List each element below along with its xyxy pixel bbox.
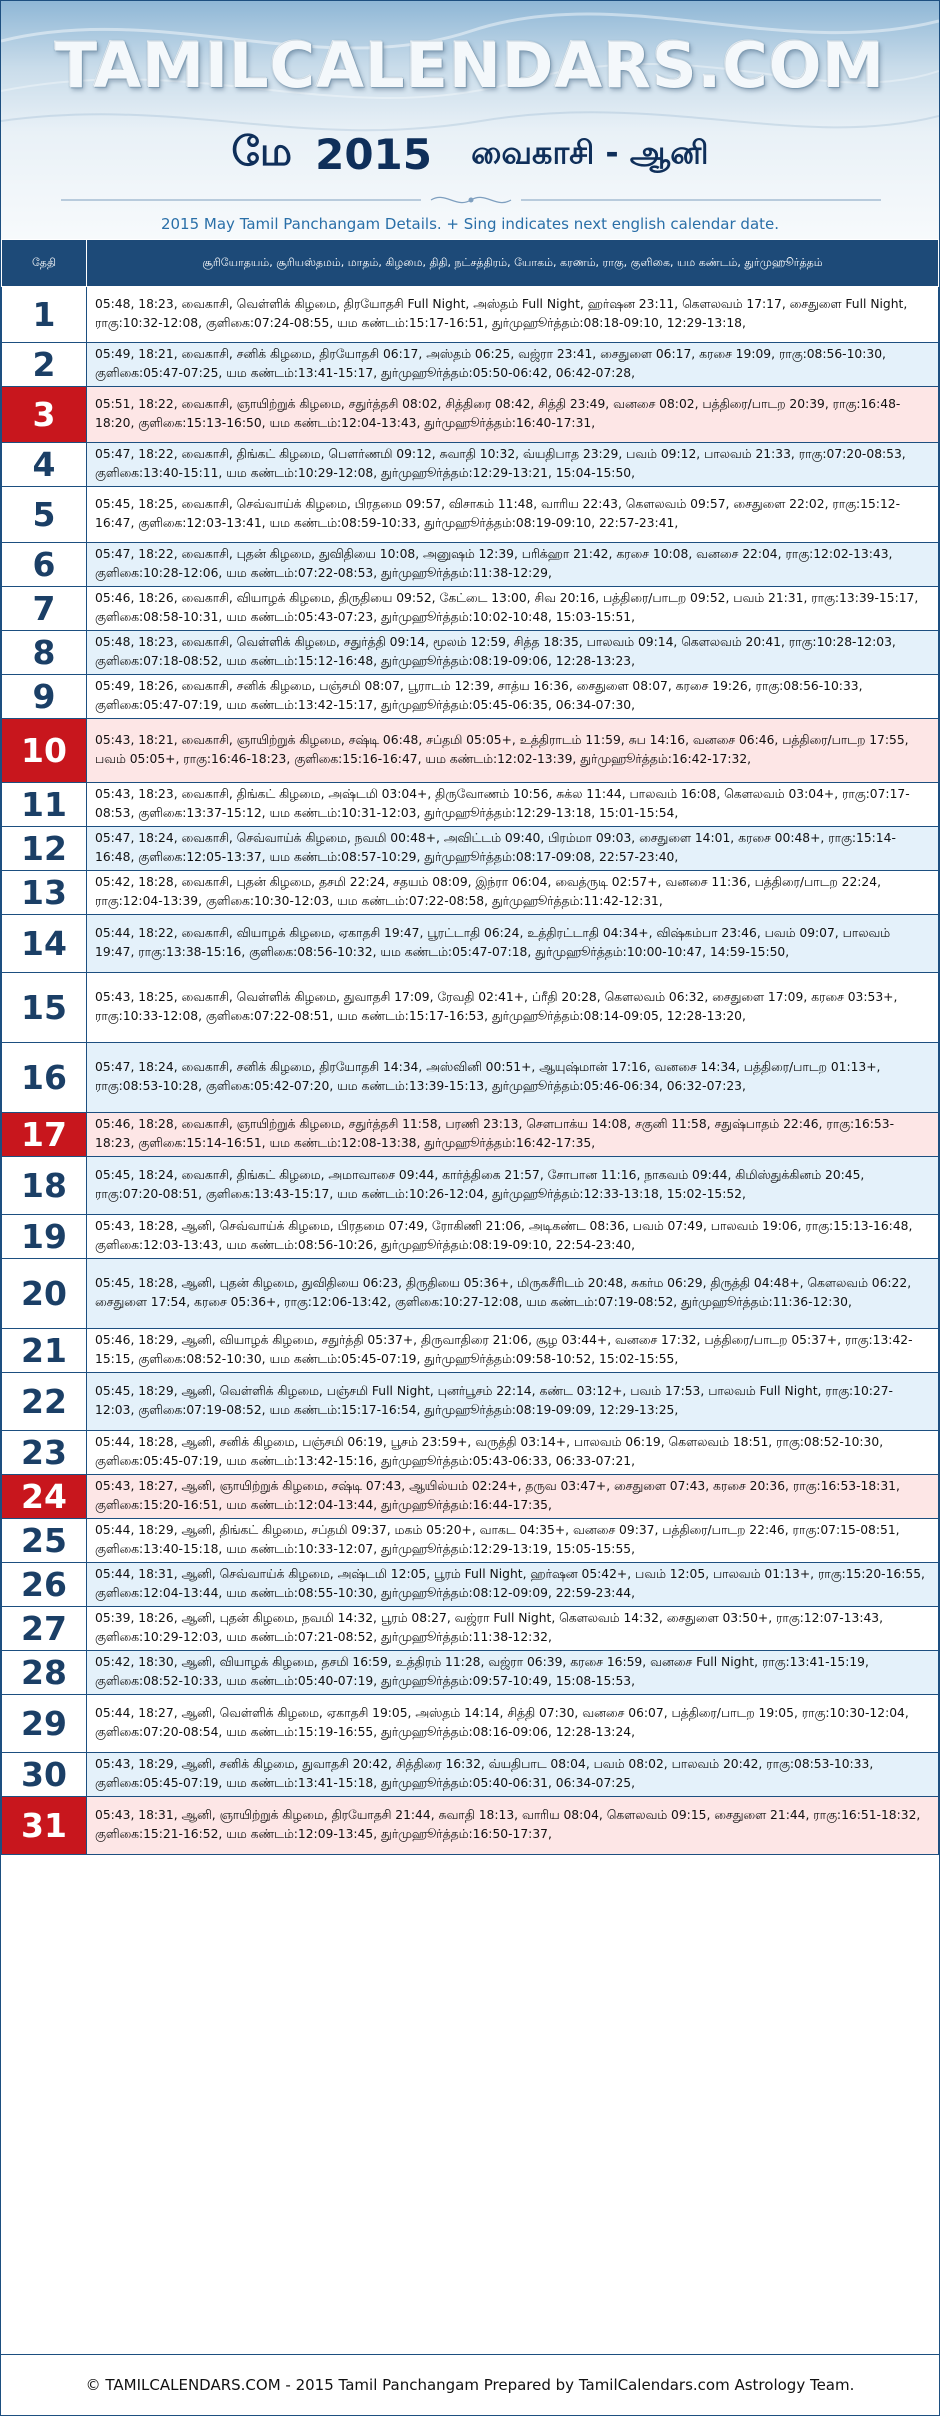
table-row [2, 675, 939, 719]
month-title [1, 129, 939, 180]
date-cell: 16 [2, 1043, 87, 1113]
panchangam-details-cell: 05:46, 18:28, வைகாசி, ஞாயிற்றுக் கிழமை, சதுர்த்தசி 11:58, பரணி 23:13, சௌபாக்ய 14:08, சகுனி 11:58, சதுஷ்பாதம் 22:46, ராகு:16:53-18:23, குளிகை:15:14-16:51, யம கண்டம்:12:08-13:38, துர்முஹூர்த்தம்:16:42-17:35, [87, 1113, 939, 1157]
table-row [2, 1259, 939, 1329]
table-row [2, 1475, 939, 1519]
table-row [2, 915, 939, 973]
panchangam-details-cell: 05:44, 18:31, ஆனி, செவ்வாய்க் கிழமை, அஷ்டமி 12:05, பூரம் Full Night, ஹர்ஷன 05:42+, பவம் 12:05, பாலவம் 01:13+, ராகு:15:20-16:55, குளிகை:12:04-13:44, யம கண்டம்:08:55-10:30, துர்முஹூர்த்தம்:08:12-09:09, 22:59-23:44, [87, 1563, 939, 1607]
table-row [2, 1519, 939, 1563]
panchangam-details-cell: 05:51, 18:22, வைகாசி, ஞாயிற்றுக் கிழமை, சதுர்த்தசி 08:02, சித்திரை 08:42, சித்தி 23:49, வனசை 08:02, பத்திரை/பாடற 20:39, ராகு:16:48-18:20, குளிகை:15:13-16:50, யம கண்டம்:12:04-13:43, துர்முஹூர்த்தம்:16:40-17:31, [87, 387, 939, 443]
column-header-date: தேதி [2, 240, 87, 287]
year: 2015 [315, 130, 433, 179]
date-cell: 31 [2, 1797, 87, 1855]
date-cell: 22 [2, 1373, 87, 1431]
site-name: TAMILCALENDARS.COM [54, 29, 886, 102]
table-row [2, 287, 939, 343]
table-row [2, 1607, 939, 1651]
month-tamil: மே [231, 129, 293, 175]
date-cell: 29 [2, 1695, 87, 1753]
panchangam-details-cell: 05:48, 18:23, வைகாசி, வெள்ளிக் கிழமை, சதுர்த்தி 09:14, மூலம் 12:59, சித்த 18:35, பாலவம் 09:14, கௌலவம் 20:41, ராகு:10:28-12:03, குளிகை:07:18-08:52, யம கண்டம்:15:12-16:48, துர்முஹூர்த்தம்:08:19-09:06, 12:28-13:23, [87, 631, 939, 675]
date-cell: 8 [2, 631, 87, 675]
footer: © TAMILCALENDARS.COM - 2015 Tamil Panchangam Prepared by TamilCalendars.com Astrology Team. [1, 2354, 939, 2415]
date-cell: 24 [2, 1475, 87, 1519]
table-row [2, 343, 939, 387]
panchangam-details-cell: 05:44, 18:27, ஆனி, வெள்ளிக் கிழமை, ஏகாதசி 19:05, அஸ்தம் 14:14, சித்தி 07:30, வனசை 06:07, பத்திரை/பாடற 19:05, ராகு:10:30-12:04, குளிகை:07:20-08:54, யம கண்டம்:15:19-16:55, துர்முஹூர்த்தம்:08:16-09:06, 12:28-13:24, [87, 1695, 939, 1753]
table-row [2, 1113, 939, 1157]
date-cell: 1 [2, 287, 87, 343]
table-row [2, 1329, 939, 1373]
date-cell: 2 [2, 343, 87, 387]
date-cell: 7 [2, 587, 87, 631]
panchangam-details-cell: 05:43, 18:23, வைகாசி, திங்கட் கிழமை, அஷ்டமி 03:04+, திருவோணம் 10:56, சுக்ல 11:44, பாலவம் 16:08, கௌலவம் 03:04+, ராகு:07:17-08:53, குளிகை:13:37-15:12, யம கண்டம்:10:31-12:03, துர்முஹூர்த்தம்:12:29-13:18, 15:01-15:54, [87, 783, 939, 827]
panchangam-details-cell: 05:44, 18:22, வைகாசி, வியாழக் கிழமை, ஏகாதசி 19:47, பூரட்டாதி 06:24, உத்திரட்டாதி 04:34+, விஷ்கம்பா 23:46, பவம் 09:07, பாலவம் 19:47, ராகு:13:38-15:16, குளிகை:08:56-10:32, யம கண்டம்:05:47-07:18, துர்முஹூர்த்தம்:10:00-10:47, 14:59-15:50, [87, 915, 939, 973]
table-row [2, 1157, 939, 1215]
subtitle: 2015 May Tamil Panchangam Details. + Sing indicates next english calendar date. [160, 215, 780, 233]
date-cell: 3 [2, 387, 87, 443]
panchangam-details-cell: 05:45, 18:28, ஆனி, புதன் கிழமை, துவிதியை 06:23, திருதியை 05:36+, மிருகசீரிடம் 20:48, சுகர்ம 06:29, திருத்தி 04:48+, கௌலவம் 06:22, சைதுளை 17:54, கரசை 05:36+, ராகு:12:06-13:42, குளிகை:10:27-12:08, யம கண்டம்:07:19-08:52, துர்முஹூர்த்தம்:11:36-12:30, [87, 1259, 939, 1329]
date-cell: 30 [2, 1753, 87, 1797]
date-cell: 12 [2, 827, 87, 871]
table-row [2, 1431, 939, 1475]
table-row [2, 871, 939, 915]
table-body [2, 287, 939, 1855]
date-cell: 23 [2, 1431, 87, 1475]
table-row [2, 1695, 939, 1753]
table-row [2, 587, 939, 631]
date-cell: 19 [2, 1215, 87, 1259]
table-row [2, 1563, 939, 1607]
table-row [2, 1043, 939, 1113]
table-row [2, 543, 939, 587]
table-row [2, 631, 939, 675]
panchangam-details-cell: 05:47, 18:22, வைகாசி, புதன் கிழமை, துவிதியை 10:08, அனுஷம் 12:39, பரிக்ஹா 21:42, கரசை 10:08, வனசை 22:04, ராகு:12:02-13:43, குளிகை:10:28-12:06, யம கண்டம்:07:22-08:53, துர்முஹூர்த்தம்:11:38-12:29, [87, 543, 939, 587]
date-cell: 21 [2, 1329, 87, 1373]
panchangam-details-cell: 05:43, 18:29, ஆனி, சனிக் கிழமை, துவாதசி 20:42, சித்திரை 16:32, வ்யதிபாட 08:04, பவம் 08:02, பாலவம் 20:42, ராகு:08:53-10:33, குளிகை:05:45-07:19, யம கண்டம்:13:41-15:18, துர்முஹூர்த்தம்:05:40-06:31, 06:34-07:25, [87, 1753, 939, 1797]
date-cell: 27 [2, 1607, 87, 1651]
date-cell: 25 [2, 1519, 87, 1563]
table-row [2, 719, 939, 783]
column-header-details: சூரியோதயம், சூரியஸ்தமம், மாதம், கிழமை, திதி, நட்சத்திரம், யோகம், கரணம், ராகு, குளிகை, யம கண்டம், துர்முஹூர்த்தம் [87, 240, 939, 287]
panchangam-details-cell: 05:42, 18:30, ஆனி, வியாழக் கிழமை, தசமி 16:59, உத்திரம் 11:28, வஜ்ரா 06:39, கரசை 16:59, வனசை Full Night, ராகு:13:41-15:19, குளிகை:08:52-10:33, யம கண்டம்:05:40-07:19, துர்முஹூர்த்தம்:09:57-10:49, 15:08-15:53, [87, 1651, 939, 1695]
panchangam-details-cell: 05:43, 18:21, வைகாசி, ஞாயிற்றுக் கிழமை, சஷ்டி 06:48, சப்தமி 05:05+, உத்திராடம் 11:59, சுப 14:16, வனசை 06:46, பத்திரை/பாடற 17:55, பவம் 05:05+, ராகு:16:46-18:23, குளிகை:15:16-16:47, யம கண்டம்:12:02-13:39, துர்முஹூர்த்தம்:16:42-17:32, [87, 719, 939, 783]
table-row [2, 1651, 939, 1695]
date-cell: 14 [2, 915, 87, 973]
date-cell: 9 [2, 675, 87, 719]
table-header-row [2, 240, 939, 287]
date-cell: 17 [2, 1113, 87, 1157]
date-cell: 5 [2, 487, 87, 543]
panchangam-table [1, 239, 939, 1855]
table-row [2, 827, 939, 871]
panchangam-details-cell: 05:45, 18:25, வைகாசி, செவ்வாய்க் கிழமை, பிரதமை 09:57, விசாகம் 11:48, வாரிய 22:43, கௌலவம் 09:57, சைதுளை 22:02, ராகு:15:12-16:47, குளிகை:12:03-13:41, யம கண்டம்:08:59-10:33, துர்முஹூர்த்தம்:08:19-09:10, 22:57-23:41, [87, 487, 939, 543]
date-cell: 10 [2, 719, 87, 783]
table-row [2, 1753, 939, 1797]
table-row [2, 487, 939, 543]
date-cell: 13 [2, 871, 87, 915]
date-cell: 26 [2, 1563, 87, 1607]
panchangam-details-cell: 05:48, 18:23, வைகாசி, வெள்ளிக் கிழமை, திரயோதசி Full Night, அஸ்தம் Full Night, ஹர்ஷன 23:11, கௌலவம் 17:17, சைதுளை Full Night, ராகு:10:32-12:08, குளிகை:07:24-08:55, யம கண்டம்:15:17-16:51, துர்முஹூர்த்தம்:08:18-09:10, 12:29-13:18, [87, 287, 939, 343]
table-row [2, 1215, 939, 1259]
date-cell: 6 [2, 543, 87, 587]
panchangam-details-cell: 05:43, 18:28, ஆனி, செவ்வாய்க் கிழமை, பிரதமை 07:49, ரோகிணி 21:06, அடிகண்ட 08:36, பவம் 07:49, பாலவம் 19:06, ராகு:15:13-16:48, குளிகை:12:03-13:43, யம கண்டம்:08:56-10:26, துர்முஹூர்த்தம்:08:19-09:10, 22:54-23:40, [87, 1215, 939, 1259]
panchangam-details-cell: 05:44, 18:28, ஆனி, சனிக் கிழமை, பஞ்சமி 06:19, பூசம் 23:59+, வருத்தி 03:14+, பாலவம் 06:19, கௌலவம் 18:51, ராகு:08:52-10:30, குளிகை:05:45-07:19, யம கண்டம்:13:42-15:16, துர்முஹூர்த்தம்:05:43-06:33, 06:33-07:21, [87, 1431, 939, 1475]
date-cell: 4 [2, 443, 87, 487]
panchangam-details-cell: 05:47, 18:24, வைகாசி, செவ்வாய்க் கிழமை, நவமி 00:48+, அவிட்டம் 09:40, பிரம்மா 09:03, சைதுளை 14:01, கரசை 00:48+, ராகு:15:14-16:48, குளிகை:12:05-13:37, யம கண்டம்:08:57-10:29, துர்முஹூர்த்தம்:08:17-09:08, 22:57-23:40, [87, 827, 939, 871]
panchangam-details-cell: 05:49, 18:26, வைகாசி, சனிக் கிழமை, பஞ்சமி 08:07, பூராடம் 12:39, சாத்ய 16:36, சைதுளை 08:07, கரசை 19:26, ராகு:08:56-10:33, குளிகை:05:47-07:19, யம கண்டம்:13:42-15:17, துர்முஹூர்த்தம்:05:45-06:35, 06:34-07:30, [87, 675, 939, 719]
panchangam-details-cell: 05:39, 18:26, ஆனி, புதன் கிழமை, நவமி 14:32, பூரம் 08:27, வஜ்ரா Full Night, கௌலவம் 14:32, சைதுளை 03:50+, ராகு:12:07-13:43, குளிகை:10:29-12:03, யம கண்டம்:07:21-08:52, துர்முஹூர்த்தம்:11:38-12:32, [87, 1607, 939, 1651]
table-row [2, 387, 939, 443]
panchangam-details-cell: 05:47, 18:22, வைகாசி, திங்கட் கிழமை, பௌர்ணமி 09:12, சுவாதி 10:32, வ்யதிபாத 23:29, பவம் 09:12, பாலவம் 21:33, ராகு:07:20-08:53, குளிகை:13:40-15:11, யம கண்டம்:10:29-12:08, துர்முஹூர்த்தம்:12:29-13:21, 15:04-15:50, [87, 443, 939, 487]
panchangam-details-cell: 05:46, 18:26, வைகாசி, வியாழக் கிழமை, திருதியை 09:52, கேட்டை 13:00, சிவ 20:16, பத்திரை/பாடற 09:52, பவம் 21:31, ராகு:13:39-15:17, குளிகை:08:58-10:31, யம கண்டம்:05:43-07:23, துர்முஹூர்த்தம்:10:02-10:48, 15:03-15:51, [87, 587, 939, 631]
date-cell: 28 [2, 1651, 87, 1695]
date-cell: 15 [2, 973, 87, 1043]
header-banner [1, 1, 939, 239]
date-cell: 20 [2, 1259, 87, 1329]
table-row [2, 443, 939, 487]
panchangam-details-cell: 05:47, 18:24, வைகாசி, சனிக் கிழமை, திரயோதசி 14:34, அஸ்வினி 00:51+, ஆயுஷ்மான் 17:16, வனசை 14:34, பத்திரை/பாடற 01:13+, ராகு:08:53-10:28, குளிகை:05:42-07:20, யம கண்டம்:13:39-15:13, துர்முஹூர்த்தம்:05:46-06:34, 06:32-07:23, [87, 1043, 939, 1113]
panchangam-details-cell: 05:43, 18:27, ஆனி, ஞாயிற்றுக் கிழமை, சஷ்டி 07:43, ஆயில்யம் 02:24+, தருவ 03:47+, சைதுளை 07:43, கரசை 20:36, ராகு:16:53-18:31, குளிகை:15:20-16:51, யம கண்டம்:12:04-13:44, துர்முஹூர்த்தம்:16:44-17:35, [87, 1475, 939, 1519]
table-row [2, 783, 939, 827]
panchangam-details-cell: 05:49, 18:21, வைகாசி, சனிக் கிழமை, திரயோதசி 06:17, அஸ்தம் 06:25, வஜ்ரா 23:41, சைதுளை 06:17, கரசை 19:09, ராகு:08:56-10:30, குளிகை:05:47-07:25, யம கண்டம்:13:41-15:17, துர்முஹூர்த்தம்:05:50-06:42, 06:42-07:28, [87, 343, 939, 387]
panchangam-details-cell: 05:43, 18:31, ஆனி, ஞாயிற்றுக் கிழமை, திரயோதசி 21:44, சுவாதி 18:13, வாரிய 08:04, கௌலவம் 09:15, சைதுளை 21:44, ராகு:16:51-18:32, குளிகை:15:21-16:52, யம கண்டம்:12:09-13:45, துர்முஹூர்த்தம்:16:50-17:37, [87, 1797, 939, 1855]
date-cell: 18 [2, 1157, 87, 1215]
panchangam-details-cell: 05:46, 18:29, ஆனி, வியாழக் கிழமை, சதுர்த்தி 05:37+, திருவாதிரை 21:06, சூழ 03:44+, வனசை 17:32, பத்திரை/பாடற 05:37+, ராகு:13:42-15:15, குளிகை:08:52-10:30, யம கண்டம்:05:45-07:19, துர்முஹூர்த்தம்:09:58-10:52, 15:02-15:55, [87, 1329, 939, 1373]
date-cell: 11 [2, 783, 87, 827]
table-row [2, 973, 939, 1043]
table-row [2, 1797, 939, 1855]
panchangam-details-cell: 05:42, 18:28, வைகாசி, புதன் கிழமை, தசமி 22:24, சதயம் 08:09, இந்ரா 06:04, வைத்ருடி 02:57+, வனசை 11:36, பத்திரை/பாடற 22:24, ராகு:12:04-13:39, குளிகை:10:30-12:03, யம கண்டம்:07:22-08:58, துர்முஹூர்த்தம்:11:42-12:31, [87, 871, 939, 915]
ornamental-divider [61, 193, 881, 207]
table-row [2, 1373, 939, 1431]
tamil-months: வைகாசி - ஆனி [471, 133, 709, 172]
panchangam-details-cell: 05:45, 18:29, ஆனி, வெள்ளிக் கிழமை, பஞ்சமி Full Night, புனர்பூசம் 22:14, கண்ட 03:12+, பவம் 17:53, பாலவம் Full Night, ராகு:10:27-12:03, குளிகை:07:19-08:52, யம கண்டம்:15:17-16:54, துர்முஹூர்த்தம்:08:19-09:09, 12:29-13:25, [87, 1373, 939, 1431]
panchangam-details-cell: 05:45, 18:24, வைகாசி, திங்கட் கிழமை, அமாவாசை 09:44, கார்த்திகை 21:57, சோபான 11:16, நாகவம் 09:44, கிமிஸ்துக்கினம் 20:45, ராகு:07:20-08:51, குளிகை:13:43-15:17, யம கண்டம்:10:26-12:04, துர்முஹூர்த்தம்:12:33-13:18, 15:02-15:52, [87, 1157, 939, 1215]
panchangam-details-cell: 05:43, 18:25, வைகாசி, வெள்ளிக் கிழமை, துவாதசி 17:09, ரேவதி 02:41+, ப்ரீதி 20:28, கௌலவம் 06:32, சைதுளை 17:09, கரசை 03:53+, ராகு:10:33-12:08, குளிகை:07:22-08:51, யம கண்டம்:15:17-16:53, துர்முஹூர்த்தம்:08:14-09:05, 12:28-13:20, [87, 973, 939, 1043]
panchangam-details-cell: 05:44, 18:29, ஆனி, திங்கட் கிழமை, சப்தமி 09:37, மகம் 05:20+, வாகட 04:35+, வனசை 09:37, பத்திரை/பாடற 22:46, ராகு:07:15-08:51, குளிகை:13:40-15:18, யம கண்டம்:10:33-12:07, துர்முஹூர்த்தம்:12:29-13:19, 15:05-15:55, [87, 1519, 939, 1563]
